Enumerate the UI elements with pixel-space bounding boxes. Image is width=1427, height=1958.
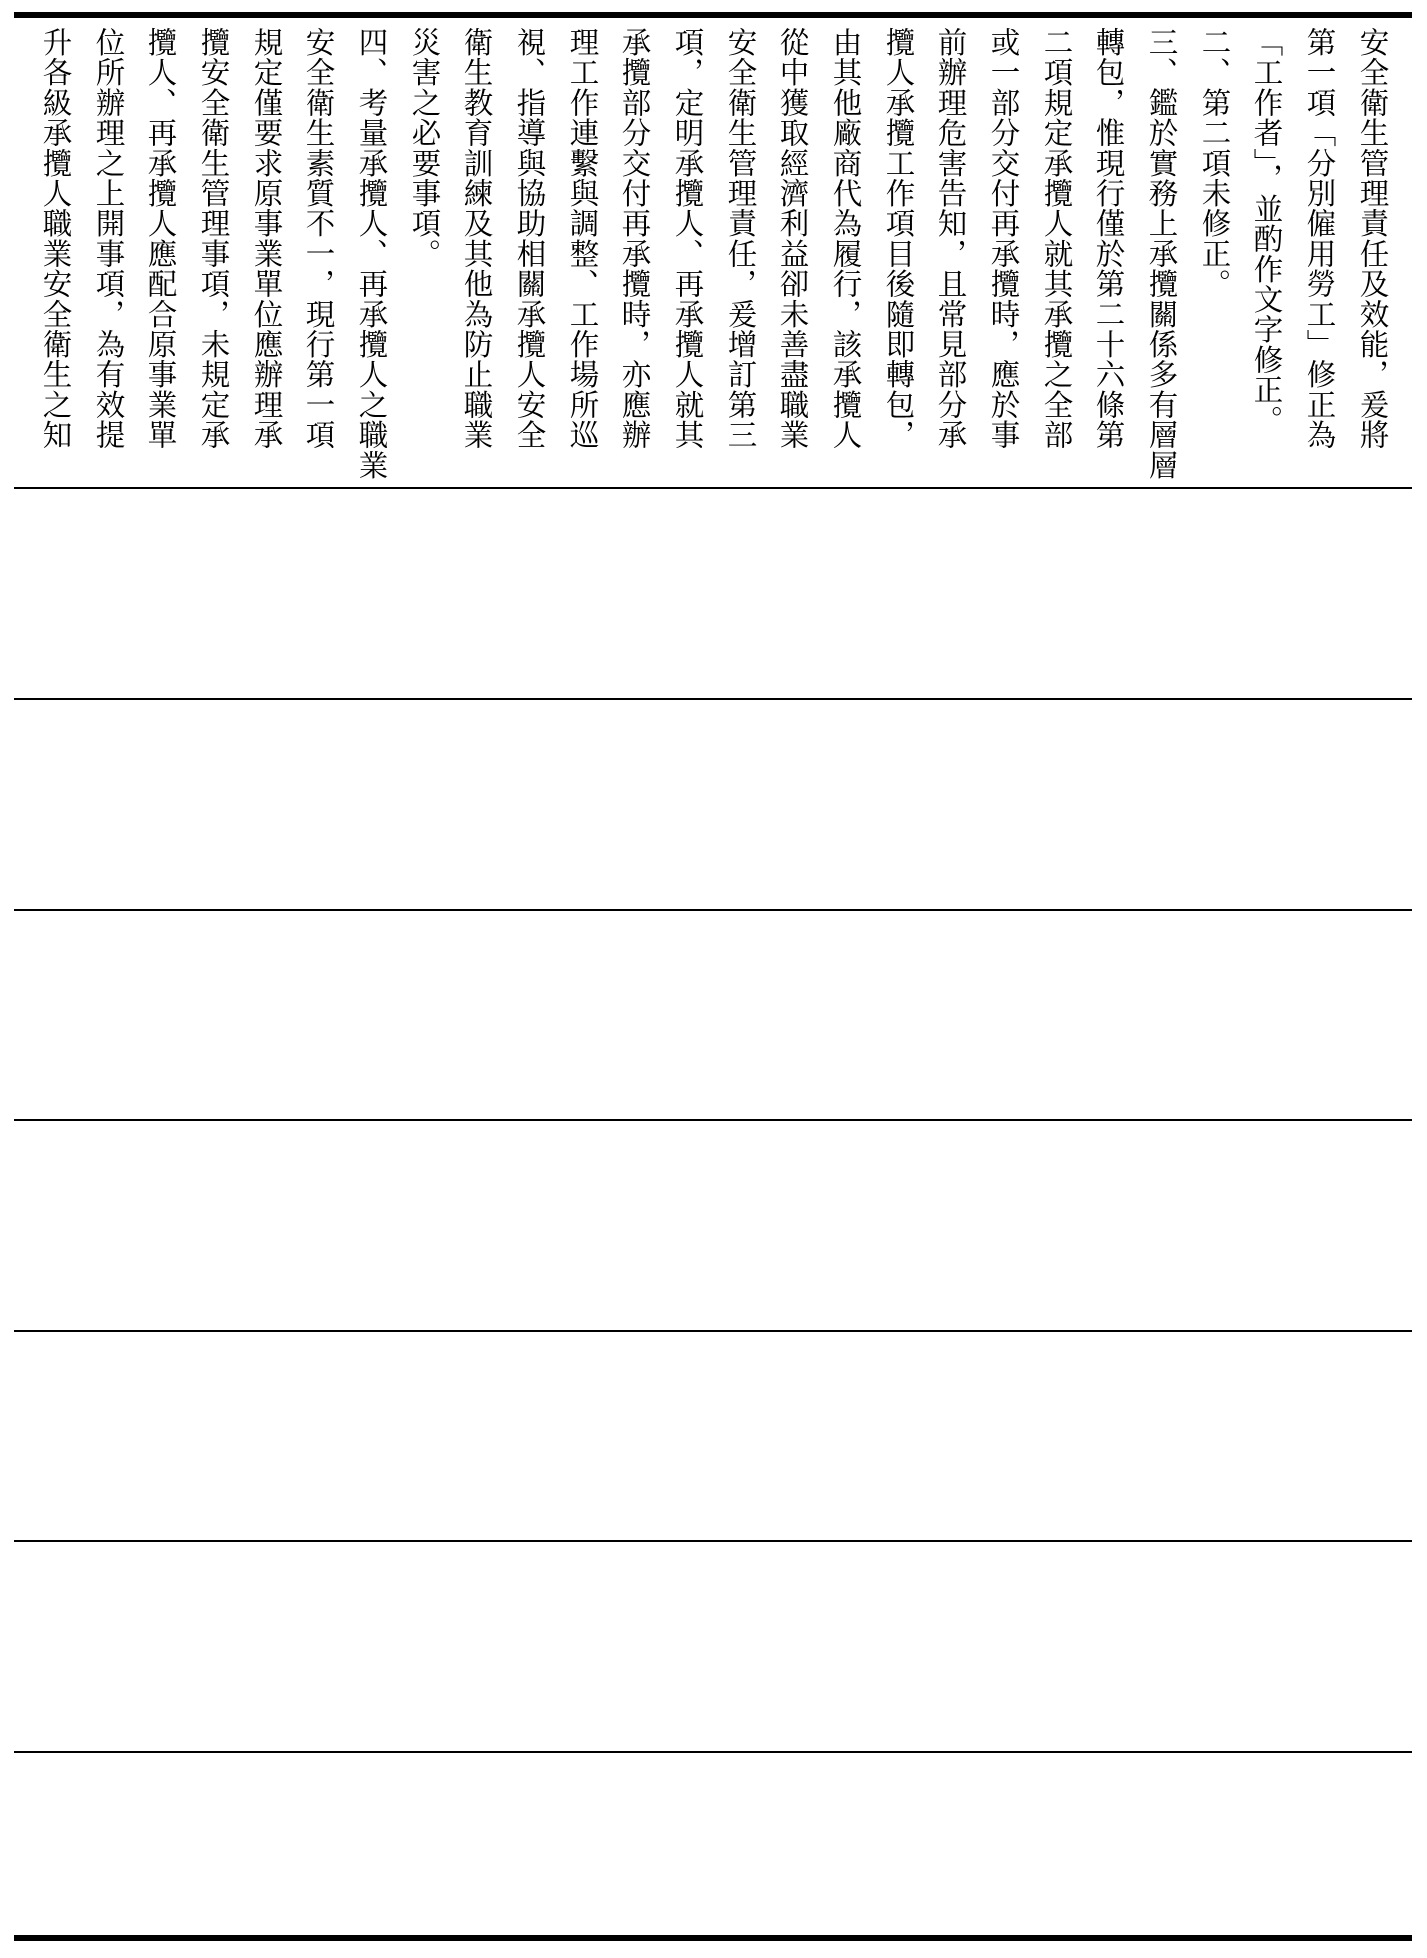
text-column: 位所辦理之上開事項，為有效提	[91, 27, 126, 450]
text-column: 衛生教育訓練及其他為防止職業	[459, 27, 494, 450]
text-column: 攬人承攬工作項目後隨即轉包，	[881, 27, 916, 450]
text-column: 由其他廠商代為履行，該承攬人	[828, 27, 863, 450]
table-row-divider	[14, 487, 1412, 489]
table-row-divider	[14, 1119, 1412, 1121]
text-column: 前辦理危害告知，且常見部分承	[933, 27, 968, 450]
explanation-cell	[14, 19, 1412, 487]
text-column: 安全衛生管理責任及效能，爰將	[1355, 27, 1390, 450]
text-column: 二項規定承攬人就其承攬之全部	[1039, 27, 1074, 450]
text-column: 攬人、再承攬人應配合原事業單	[143, 27, 178, 450]
text-column: 二、第二項未修正。	[1197, 27, 1232, 299]
table-row-divider	[14, 698, 1412, 700]
bottom-table-border	[14, 1935, 1412, 1941]
text-column: 項，定明承攬人、再承攬人就其	[670, 27, 705, 450]
table-row-divider	[14, 1540, 1412, 1542]
text-column: 四、考量承攬人、再承攬人之職業	[354, 27, 389, 480]
text-column: 轉包，惟現行僅於第二十六條第	[1091, 27, 1126, 450]
table-row-divider	[14, 1330, 1412, 1332]
table-row-divider	[14, 909, 1412, 911]
text-column: 視、指導與協助相關承攬人安全	[512, 27, 547, 450]
text-column: 或一部分交付再承攬時，應於事	[986, 27, 1021, 450]
table-row-divider	[14, 1751, 1412, 1753]
text-column: 三、鑑於實務上承攬關係多有層層	[1144, 27, 1179, 480]
text-column: 第一項「分別僱用勞工」修正為	[1302, 27, 1337, 450]
text-column: 從中獲取經濟利益卻未善盡職業	[775, 27, 810, 450]
text-column: 安全衛生管理責任，爰增訂第三	[723, 27, 758, 450]
text-column: 攬安全衛生管理事項，未規定承	[196, 27, 231, 450]
text-column: 「工作者」，並酌作文字修正。	[1249, 27, 1284, 436]
text-column: 理工作連繫與調整、工作場所巡	[565, 27, 600, 450]
top-table-border	[14, 12, 1412, 18]
text-column: 安全衛生素質不一，現行第一項	[301, 27, 336, 450]
text-column: 升各級承攬人職業安全衛生之知	[38, 27, 73, 450]
text-column: 規定僅要求原事業單位應辦理承	[249, 27, 284, 450]
text-column: 災害之必要事項。	[407, 27, 442, 269]
text-column: 承攬部分交付再承攬時，亦應辦	[617, 27, 652, 450]
